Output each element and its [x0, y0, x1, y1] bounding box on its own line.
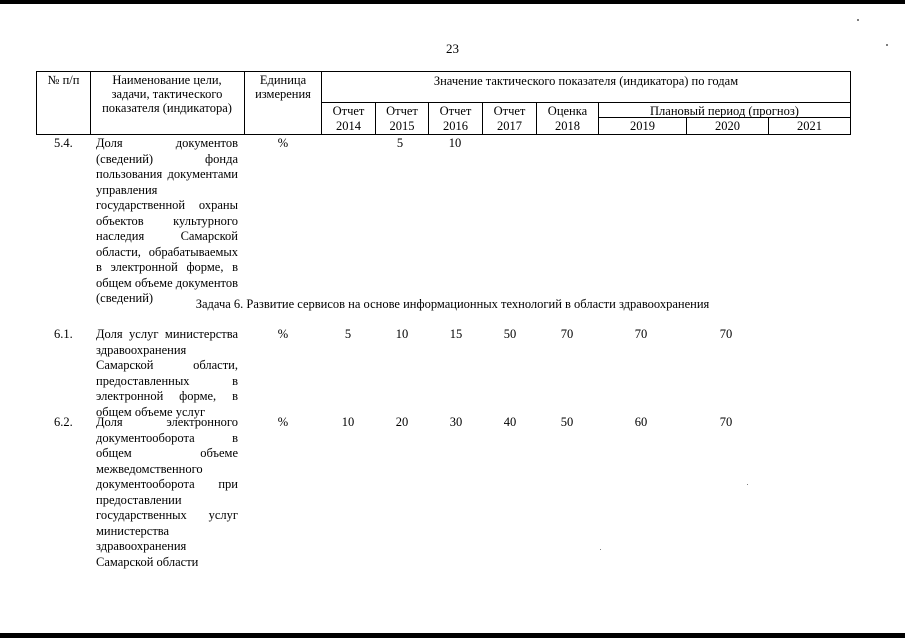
- row-value: 40: [503, 415, 517, 429]
- scan-speck: [747, 484, 748, 485]
- bottom-border: [0, 633, 905, 638]
- row-name: Доля электронного документооборота в общем объеме межведомственного документооборота при предоставлении государственных услуг министерства здравоохранения Самарской области: [96, 415, 238, 569]
- header-year-kind: Отчет: [493, 104, 526, 118]
- row-value: 5: [344, 327, 352, 341]
- header-values: Значение тактического показателя (индикатора) по годам: [433, 74, 739, 88]
- row-value: 10: [395, 327, 409, 341]
- header-plan-year: 2019: [630, 119, 655, 133]
- header-plan-year: 2021: [797, 119, 822, 133]
- page-number: 23: [446, 41, 459, 56]
- header-year: 2015: [389, 119, 415, 133]
- top-border: [0, 0, 905, 4]
- scan-speck: [857, 19, 859, 21]
- row-number: 6.2.: [54, 415, 73, 429]
- row-value: 60: [634, 415, 648, 429]
- header-plan-year: 2020: [715, 119, 740, 133]
- header-year: 2016: [443, 119, 468, 133]
- header-year: 2017: [497, 119, 522, 133]
- task-heading: Задача 6. Развитие сервисов на основе информационных технологий в области здравоохранения: [195, 297, 710, 311]
- row-value: 20: [395, 415, 409, 429]
- row-value: 10: [341, 415, 355, 429]
- row-name: Доля услуг министерства здравоохранения Самарской области, предоставленных в электронной форме, в общем объеме услуг: [96, 327, 238, 419]
- row-unit: %: [277, 136, 289, 150]
- header-year: 2018: [555, 119, 580, 133]
- header-year-kind: Отчет: [439, 104, 472, 118]
- row-name: Доля документов (сведений) фонда пользования документами управления государственной охраны объектов культурного наследия Самарской области, обрабатываемых в электронной форме, в общем объеме документов (сведений): [96, 136, 238, 305]
- row-value: 70: [719, 415, 733, 429]
- row-value: 70: [560, 327, 574, 341]
- header-year-kind: Отчет: [332, 104, 365, 118]
- header-year-kind: Отчет: [386, 104, 418, 118]
- row-value: 10: [448, 136, 462, 150]
- row-value: 70: [634, 327, 648, 341]
- row-value: 50: [560, 415, 574, 429]
- row-value: 70: [719, 327, 733, 341]
- row-value: 50: [503, 327, 517, 341]
- scan-speck: [600, 549, 601, 550]
- header-year: 2014: [336, 119, 361, 133]
- row-unit: %: [277, 327, 289, 341]
- header-num: № п/п: [47, 73, 80, 87]
- row-value: 30: [449, 415, 463, 429]
- row-unit: %: [277, 415, 289, 429]
- row-value: 5: [396, 136, 404, 150]
- header-unit: Единица измерения: [255, 73, 311, 101]
- row-value: 15: [449, 327, 463, 341]
- header-name: Наименование цели, задачи, тактического показателя (индикатора): [102, 73, 232, 115]
- header-year-kind: Оценка: [547, 104, 588, 118]
- row-number: 5.4.: [54, 136, 73, 150]
- row-number: 6.1.: [54, 327, 73, 341]
- header-planned-period: Плановый период (прогноз): [650, 104, 799, 118]
